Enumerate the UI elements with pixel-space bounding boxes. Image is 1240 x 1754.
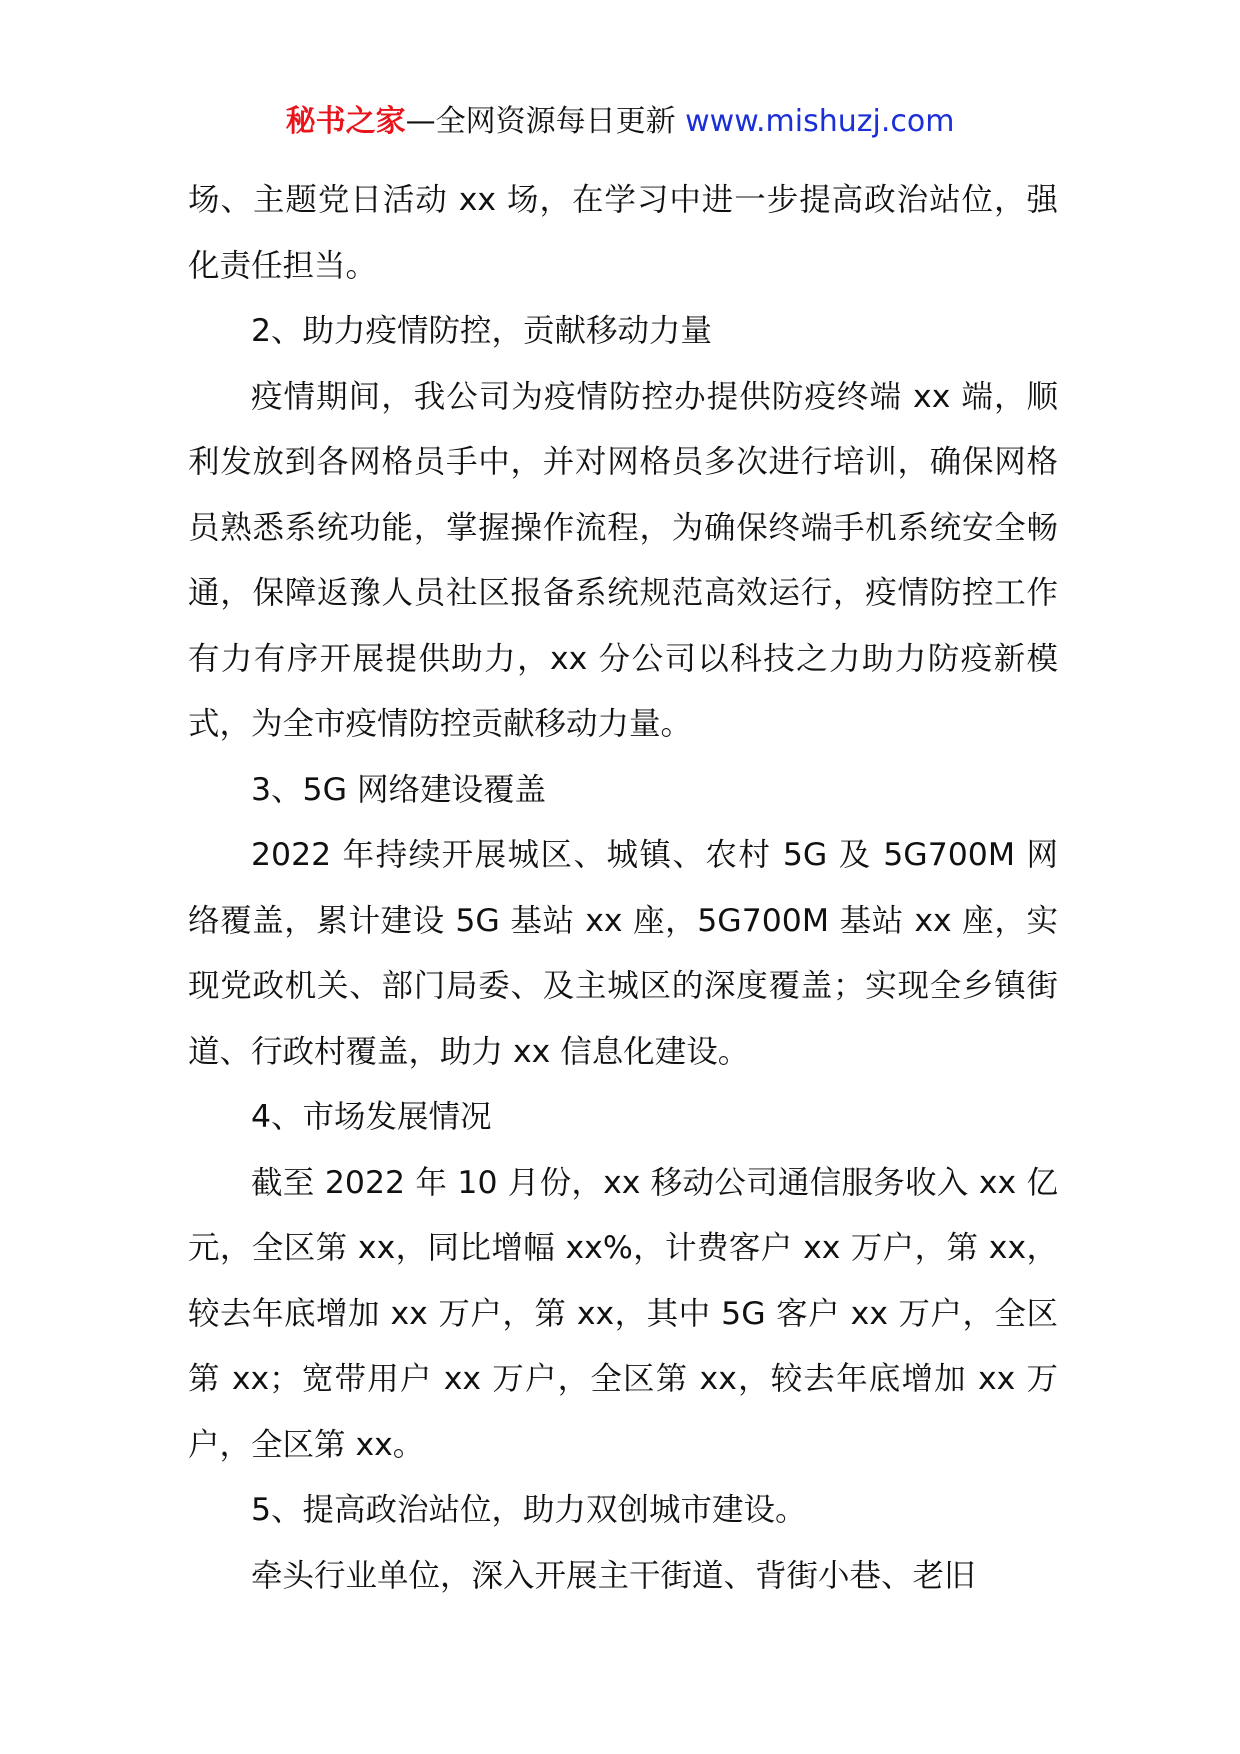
section-heading: 4、市场发展情况 [251, 1099, 492, 1135]
paragraph: 场、主题党日活动 xx 场，在学习中进一步提高政治站位，强化责任担当。 [188, 182, 1058, 284]
paragraph: 牵头行业单位，深入开展主干街道、背街小巷、老旧 [251, 1557, 976, 1594]
brand-name: 秘书之家 [285, 104, 406, 139]
section-heading: 2、助力疫情防控，贡献移动力量 [251, 313, 713, 349]
paragraph: 2022 年持续开展城区、城镇、农村 5G 及 5G700M 网络覆盖，累计建设 5G 基站 xx 座，5G700M 基站 xx 座，实现党政机关、部门局委、及主城区的深度覆盖；实现全乡镇街道、行政村覆盖，助力 xx 信息化建设。 [188, 837, 1058, 1070]
section-heading: 5、提高政治站位，助力双创城市建设。 [251, 1492, 807, 1528]
section-heading: 3、5G 网络建设覆盖 [251, 771, 547, 808]
site-url-link[interactable]: www.mishuzj.com [685, 104, 955, 139]
document-body [188, 168, 1058, 1609]
header-tagline: —全网资源每日更新 [405, 104, 686, 139]
paragraph: 截至 2022 年 10 月份，xx 移动公司通信服务收入 xx 亿元，全区第 xx，同比增幅 xx%，计费客户 xx 万户，第 xx，较去年底增加 xx 万户，第 xx，其中 5G 客户 xx 万户，全区第 xx；宽带用户 xx 万户，全区第 xx，较去年底增加 xx 万户，全区第 xx。 [188, 1164, 1058, 1463]
site-header [0, 102, 1240, 142]
paragraph: 疫情期间，我公司为疫情防控办提供防疫终端 xx 端，顺利发放到各网格员手中，并对网格员多次进行培训，确保网格员熟悉系统功能，掌握操作流程，为确保终端手机系统安全畅通，保障返豫人员社区报备系统规范高效运行，疫情防控工作有力有序开展提供助力，xx 分公司以科技之力助力防疫新模式，为全市疫情防控贡献移动力量。 [188, 378, 1058, 742]
